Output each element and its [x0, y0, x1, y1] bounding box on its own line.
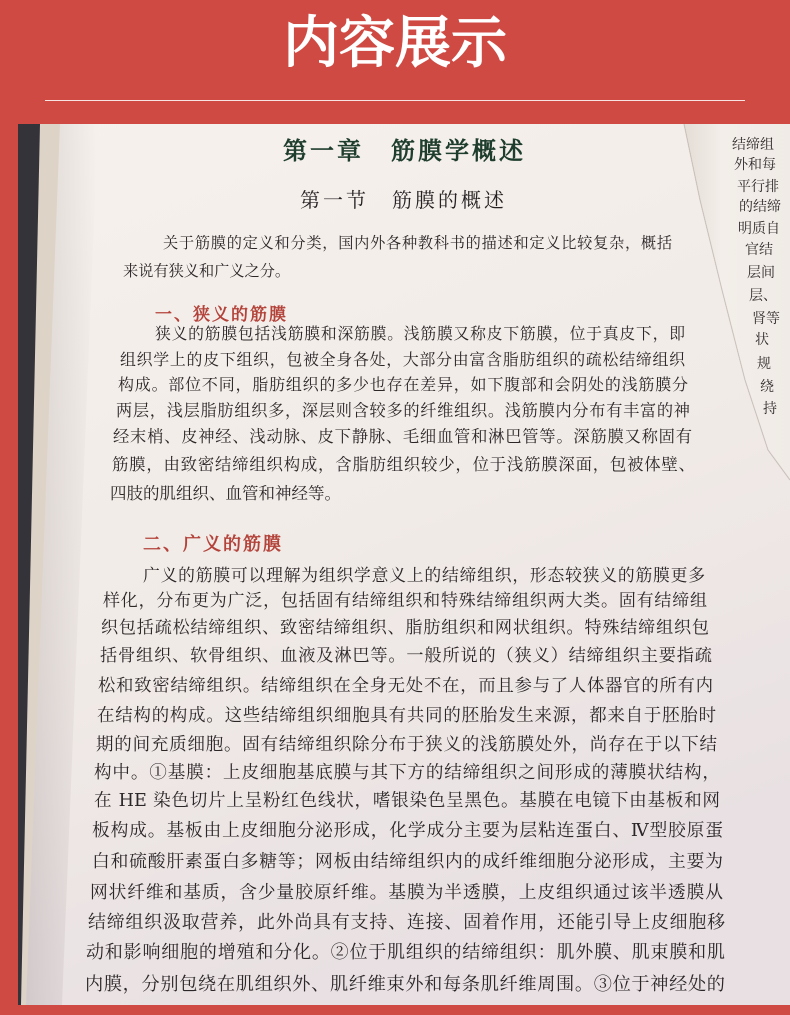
banner-title: 内容展示 — [283, 11, 507, 76]
text-line: 括骨组织、软骨组织、血液及淋巴等。一般所说的（狭义）结缔组织主要指疏 — [100, 646, 712, 666]
subsection-heading: 一、狭义的筋膜 — [155, 305, 288, 325]
subsection-heading: 二、广义的筋膜 — [143, 534, 283, 555]
text-line: 结缔组织汲取营养，此外尚具有支持、连接、固着作用，还能引导上皮细胞移 — [88, 912, 725, 933]
text-line: 内膜，分别包绕在肌组织外、肌纤维束外和每条肌纤维周围。③位于神经处的 — [85, 974, 725, 995]
text-line: 动和影响细胞的增殖和分化。②位于肌组织的结缔组织：肌外膜、肌束膜和肌 — [86, 942, 725, 963]
facing-page-fragment: 层、 — [749, 288, 777, 304]
text-line: 期的间充质细胞。固有结缔组织除分布于狭义的浅筋膜处外，尚存在于以下结 — [96, 735, 717, 755]
facing-page-fragment: 层间 — [747, 265, 775, 281]
text-line: 筋膜，由致密结缔组织构成，含脂肪组织较少，位于浅筋膜深面，包被体壁、 — [112, 455, 695, 474]
text-line: 在结构的构成。这些结缔组织细胞具有共同的胚胎发生来源，都来自于胚胎时 — [97, 706, 716, 726]
chapter-title: 第一章 筋膜学概述 — [283, 136, 526, 165]
intro-line: 关于筋膜的定义和分类，国内外各种教科书的描述和定义比较复杂，概括 — [163, 234, 672, 252]
facing-page-fragment: 明质自 — [738, 221, 780, 237]
facing-page-fragment: 外和每 — [734, 157, 776, 173]
text-line: 狭义的筋膜包括浅筋膜和深筋膜。浅筋膜又称皮下筋膜，位于真皮下，即 — [155, 324, 685, 343]
text-line: 样化，分布更为广泛，包括固有结缔组织和特殊结缔组织两大类。固有结缔组 — [103, 591, 707, 611]
text-line: 构中。①基膜：上皮细胞基底膜与其下方的结缔组织之间形成的薄膜状结构， — [94, 763, 720, 783]
text-line: 两层，浅层脂肪组织多，深层则含较多的纤维组织。浅筋膜内分布有丰富的神 — [116, 401, 690, 420]
facing-page-fragment: 平行排 — [737, 179, 779, 195]
text-line: 松和致密结缔组织。结缔组织在全身无处不在，而且参与了人体器官的所有内 — [98, 676, 713, 696]
text-line: 广义的筋膜可以理解为组织学意义上的结缔组织，形态较狭义的筋膜更多 — [143, 565, 705, 585]
text-line: 经末梢、皮神经、浅动脉、皮下静脉、毛细血管和淋巴管等。深筋膜又称固有 — [113, 427, 692, 446]
facing-page-fragment: 官结 — [745, 242, 773, 258]
intro-line: 来说有狭义和广义之分。 — [123, 262, 291, 280]
text-line: 组织学上的皮下组织，包被全身各处，大部分由富含脂肪组织的疏松结缔组织 — [120, 350, 685, 369]
text-line: 在 HE 染色切片上呈粉红色线状，嗜银染色呈黑色。基膜在电镜下由基板和网 — [94, 791, 720, 811]
facing-page-fragment: 结缔组 — [732, 137, 774, 153]
facing-page-fragment: 肾等 — [752, 311, 780, 327]
banner-divider — [45, 100, 745, 101]
facing-page-fragment: 的结缔 — [739, 199, 781, 215]
text-line: 构成。部位不同，脂肪组织的多少也存在差异，如下腹部和会阴处的浅筋膜分 — [118, 375, 688, 394]
text-line: 网状纤维和基质，含少量胶原纤维。基膜为半透膜，上皮组织通过该半透膜从 — [90, 882, 723, 903]
section-title: 第一节 筋膜的概述 — [300, 188, 507, 212]
text-line: 板构成。基板由上皮细胞分泌形成，化学成分主要为层粘连蛋白、Ⅳ型胶原蛋 — [92, 820, 723, 841]
facing-page-fragment: 绕 — [760, 379, 774, 395]
facing-page-fragment: 持 — [763, 401, 777, 417]
text-line: 织包括疏松结缔组织、致密结缔组织、脂肪组织和网状组织。特殊结缔组织包 — [101, 618, 709, 638]
text-line: 白和硫酸肝素蛋白多糖等；网板由结缔组织内的成纤维细胞分泌形成，主要为 — [92, 851, 723, 872]
facing-page-fragment: 规 — [757, 356, 771, 372]
text-line: 四肢的肌组织、血管和神经等。 — [110, 484, 341, 503]
facing-page-fragment: 状 — [755, 332, 769, 348]
